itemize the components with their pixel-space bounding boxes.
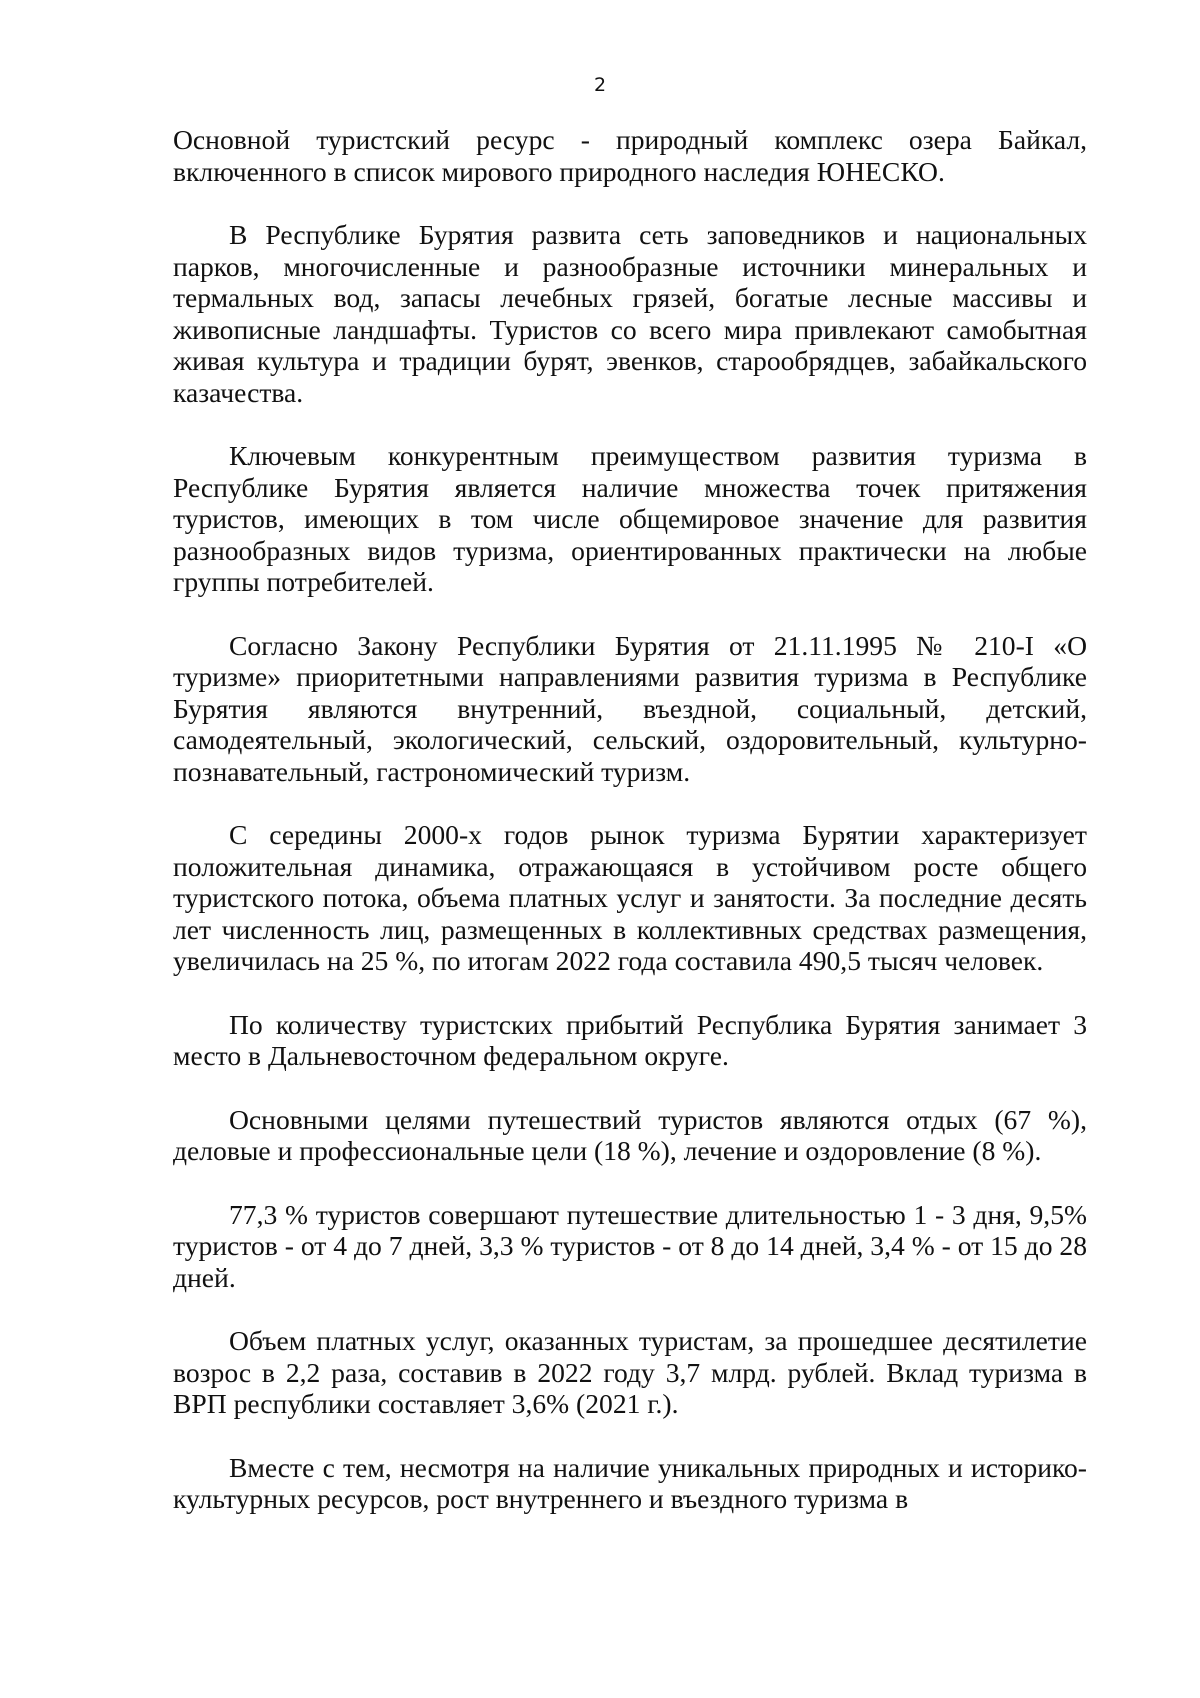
paragraph-baikal-resource: Основной туристский ресурс - природный комплекс озера Байкал, включенного в список мирового природного наследия ЮНЕСКО.: [173, 124, 1087, 187]
paragraph-tourism-law: Согласно Закону Республики Бурятия от 21.11.1995 № 210-I «О туризме» приоритетными направлениями развития туризма в Республике Бурятия являются внутренний, въездной, социальный, детский, самодеятельный, экологический, сельский, оздоровительный, культурно-познавательный, гастрономический туризм.: [173, 629, 1087, 787]
paragraph-competitive-advantage: Ключевым конкурентным преимуществом развития туризма в Республике Бурятия является наличие множества точек притяжения туристов, имеющих в том числе общемировое значение для развития разнообразных видов туризма, ориентированных практически на любые группы потребителей.: [173, 440, 1087, 597]
paragraph-continuation: Вместе с тем, несмотря на наличие уникальных природных и историко-культурных ресурсов, рост внутреннего и въездного туризма в: [173, 1451, 1087, 1514]
document-body: [173, 124, 1087, 1515]
paragraph-trip-duration: 77,3 % туристов совершают путешествие длительностью 1 - 3 дня, 9,5% туристов - от 4 до 7 дней, 3,3 % туристов - от 8 до 14 дней, 3,4 % - от 15 до 28 дней.: [173, 1198, 1087, 1293]
paragraph-paid-services: Объем платных услуг, оказанных туристам, за прошедшее десятилетие возрос в 2,2 раза, составив в 2022 году 3,7 млрд. рублей. Вклад туризма в ВРП республики составляет 3,6% (2021 г.).: [173, 1325, 1087, 1419]
paragraph-travel-purposes: Основными целями путешествий туристов являются отдых (67 %), деловые и профессиональные цели (18 %), лечение и оздоровление (8 %).: [173, 1103, 1087, 1166]
paragraph-nature-reserves: В Республике Бурятия развита сеть заповедников и национальных парков, многочисленные и разнообразные источники минеральных и термальных вод, запасы лечебных грязей, богатые лесные массивы и живописные ландшафты. Туристов со всего мира привлекают самобытная живая культура и традиции бурят, эвенков, старообрядцев, забайкальского казачества.: [173, 219, 1087, 408]
page-number: 2: [593, 74, 607, 96]
paragraph-market-dynamics: С середины 2000-х годов рынок туризма Бурятии характеризует положительная динамика, отражающаяся в устойчивом росте общего туристского потока, объема платных услуг и занятости. За последние десять лет численность лиц, размещенных в коллективных средствах размещения, увеличилась на 25 %, по итогам 2022 года составила 490,5 тысяч человек.: [173, 819, 1087, 976]
paragraph-arrivals-rank: По количеству туристских прибытий Республика Бурятия занимает 3 место в Дальневосточном федеральном округе.: [173, 1008, 1087, 1071]
